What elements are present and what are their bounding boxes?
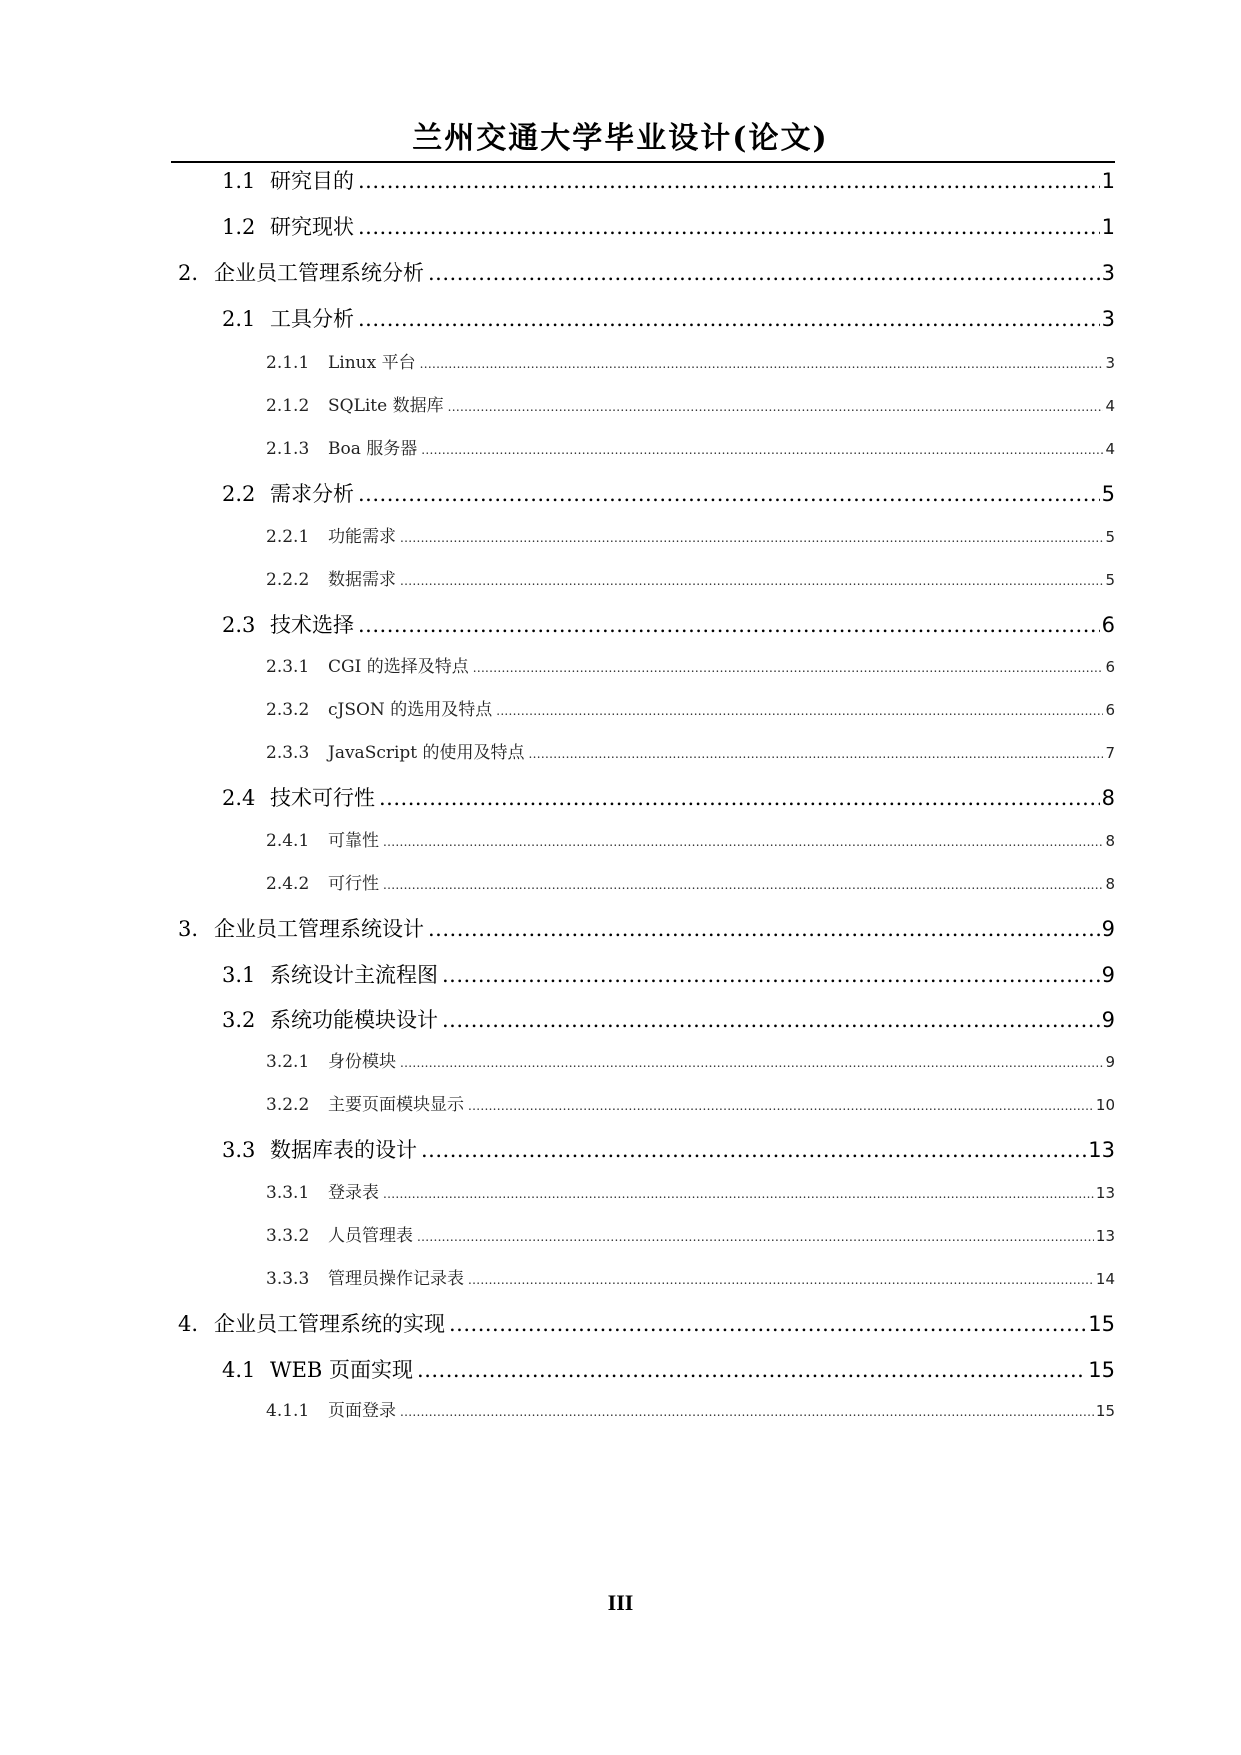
toc-entry-number: 2.4.1 <box>266 831 310 851</box>
toc-entry-title: 登录表 <box>328 1183 379 1203</box>
toc-entry-title: 人员管理表 <box>328 1226 413 1246</box>
toc-entry-level3[interactable] <box>266 438 1115 461</box>
toc-dot-leader <box>400 527 1103 549</box>
toc-dot-leader <box>420 353 1104 375</box>
toc-entry-number: 2.3.3 <box>266 743 310 763</box>
toc-dot-leader <box>421 1136 1086 1164</box>
toc-entry-number: 3. <box>178 917 199 941</box>
toc-entry-level3[interactable] <box>266 873 1115 896</box>
toc-dot-leader <box>400 1401 1094 1423</box>
toc-entry-page: 9 <box>1101 1008 1115 1032</box>
toc-entry-title: 功能需求 <box>328 527 396 547</box>
toc-dot-leader <box>442 961 1100 989</box>
toc-entry-number: 2.2.1 <box>266 527 310 547</box>
toc-dot-leader <box>358 167 1100 195</box>
toc-dot-leader <box>383 874 1103 896</box>
toc-entry-level2[interactable] <box>222 213 1115 241</box>
toc-entry-level1[interactable] <box>178 915 1115 943</box>
toc-entry-title: 数据需求 <box>328 570 396 590</box>
toc-entry-level3[interactable] <box>266 742 1115 765</box>
toc-entry-title: 管理员操作记录表 <box>328 1269 464 1289</box>
toc-entry-page: 15 <box>1095 1402 1115 1420</box>
toc-entry-number: 1.1 <box>222 169 256 193</box>
toc-entry-level3[interactable] <box>266 352 1115 375</box>
toc-entry-level3[interactable] <box>266 830 1115 853</box>
toc-entry-number: 4.1.1 <box>266 1401 310 1421</box>
toc-entry-level2[interactable] <box>222 480 1115 508</box>
toc-dot-leader <box>442 1006 1100 1034</box>
toc-entry-number: 3.1 <box>222 963 256 987</box>
toc-dot-leader <box>358 213 1100 241</box>
toc-dot-leader <box>529 743 1104 765</box>
toc-entry-page: 1 <box>1101 169 1115 193</box>
toc-entry-page: 8 <box>1101 786 1115 810</box>
toc-entry-page: 10 <box>1095 1096 1115 1114</box>
toc-entry-number: 3.2.1 <box>266 1052 310 1072</box>
toc-entry-title: 身份模块 <box>328 1052 396 1072</box>
toc-entry-level1[interactable] <box>178 1310 1115 1338</box>
toc-entry-title: 企业员工管理系统设计 <box>214 917 424 941</box>
toc-dot-leader <box>428 259 1100 287</box>
toc-entry-title: 数据库表的设计 <box>270 1138 417 1162</box>
toc-entry-number: 3.3 <box>222 1138 256 1162</box>
toc-entry-page: 3 <box>1101 307 1115 331</box>
toc-dot-leader <box>358 305 1100 333</box>
toc-entry-page: 1 <box>1101 215 1115 239</box>
toc-entry-level2[interactable] <box>222 167 1115 195</box>
toc-entry-level2[interactable] <box>222 961 1115 989</box>
toc-entry-title: 页面登录 <box>328 1401 396 1421</box>
toc-entry-number: 2. <box>178 261 199 285</box>
toc-entry-title: 可靠性 <box>328 831 379 851</box>
toc-entry-page: 9 <box>1105 1053 1115 1071</box>
toc-entry-number: 2.1.2 <box>266 396 310 416</box>
toc-dot-leader <box>379 784 1100 812</box>
toc-entry-number: 3.3.1 <box>266 1183 310 1203</box>
toc-entry-title: Linux 平台 <box>328 353 416 373</box>
toc-entry-title: 企业员工管理系统的实现 <box>214 1312 445 1336</box>
toc-entry-level2[interactable] <box>222 611 1115 639</box>
toc-entry-number: 2.1.3 <box>266 439 310 459</box>
toc-entry-page: 7 <box>1105 744 1115 762</box>
toc-entry-level3[interactable] <box>266 395 1115 418</box>
toc-dot-leader <box>449 1310 1086 1338</box>
page-number: III <box>607 1590 634 1615</box>
toc-entry-number: 2.4 <box>222 786 256 810</box>
toc-entry-title: SQLite 数据库 <box>328 396 444 416</box>
toc-entry-title: 主要页面模块显示 <box>328 1095 464 1115</box>
toc-entry-number: 2.1 <box>222 307 256 331</box>
toc-entry-title: 需求分析 <box>270 482 354 506</box>
toc-entry-title: 系统设计主流程图 <box>270 963 438 987</box>
toc-entry-title: 技术可行性 <box>270 786 375 810</box>
toc-entry-page: 3 <box>1101 261 1115 285</box>
toc-entry-number: 3.3.3 <box>266 1269 310 1289</box>
toc-entry-page: 15 <box>1088 1358 1115 1382</box>
toc-dot-leader <box>417 1226 1094 1248</box>
toc-entry-number: 1.2 <box>222 215 256 239</box>
toc-entry-level3[interactable] <box>266 1225 1115 1248</box>
toc-entry-level3[interactable] <box>266 1268 1115 1291</box>
toc-dot-leader <box>468 1095 1094 1117</box>
toc-entry-page: 6 <box>1105 701 1115 719</box>
toc-entry-page: 14 <box>1095 1270 1115 1288</box>
toc-entry-number: 3.3.2 <box>266 1226 310 1246</box>
toc-dot-leader <box>421 439 1103 461</box>
toc-entry-number: 2.4.2 <box>266 874 310 894</box>
toc-entry-number: 4. <box>178 1312 199 1336</box>
toc-entry-level2[interactable] <box>222 784 1115 812</box>
toc-entry-number: 3.2 <box>222 1008 256 1032</box>
toc-dot-leader <box>358 611 1100 639</box>
toc-entry-level2[interactable] <box>222 305 1115 333</box>
toc-dot-leader <box>448 396 1104 418</box>
toc-entry-number: 2.1.1 <box>266 353 310 373</box>
toc-entry-level3[interactable] <box>266 1182 1115 1205</box>
page-header-title: 兰州交通大学毕业设计(论文) <box>412 121 829 156</box>
toc-entry-level3[interactable] <box>266 526 1115 549</box>
toc-dot-leader <box>428 915 1100 943</box>
toc-entry-number: 4.1 <box>222 1358 256 1382</box>
toc-entry-title: JavaScript 的使用及特点 <box>328 743 525 763</box>
toc-entry-page: 5 <box>1105 571 1115 589</box>
toc-entry-level2[interactable] <box>222 1006 1115 1034</box>
toc-dot-leader <box>496 700 1103 722</box>
toc-entry-level3[interactable] <box>266 656 1115 679</box>
toc-entry-page: 6 <box>1105 658 1115 676</box>
toc-dot-leader <box>400 1052 1103 1074</box>
toc-entry-title: cJSON 的选用及特点 <box>328 700 493 720</box>
toc-entry-page: 5 <box>1105 528 1115 546</box>
toc-entry-level3[interactable] <box>266 1094 1115 1117</box>
toc-dot-leader <box>383 1183 1094 1205</box>
toc-entry-page: 13 <box>1095 1184 1115 1202</box>
header-rule <box>171 161 1115 163</box>
toc-entry-page: 5 <box>1101 482 1115 506</box>
toc-entry-title: 研究目的 <box>270 169 354 193</box>
toc-entry-page: 6 <box>1101 613 1115 637</box>
toc-entry-page: 4 <box>1105 397 1115 415</box>
toc-entry-number: 2.3.1 <box>266 657 310 677</box>
toc-entry-number: 2.2.2 <box>266 570 310 590</box>
toc-entry-number: 3.2.2 <box>266 1095 310 1115</box>
toc-entry-number: 2.2 <box>222 482 256 506</box>
toc-dot-leader <box>358 480 1100 508</box>
toc-dot-leader <box>417 1356 1086 1384</box>
toc-entry-page: 15 <box>1088 1312 1115 1336</box>
toc-entry-level3[interactable] <box>266 1400 1115 1423</box>
toc-entry-title: CGI 的选择及特点 <box>328 657 469 677</box>
toc-entry-title: 企业员工管理系统分析 <box>214 261 424 285</box>
toc-entry-level1[interactable] <box>178 259 1115 287</box>
toc-dot-leader <box>473 657 1104 679</box>
toc-entry-page: 9 <box>1101 917 1115 941</box>
toc-entry-level2[interactable] <box>222 1136 1115 1164</box>
toc-entry-title: Boa 服务器 <box>328 439 418 459</box>
toc-dot-leader <box>383 831 1103 853</box>
toc-entry-page: 8 <box>1105 832 1115 850</box>
toc-entry-title: 技术选择 <box>270 613 354 637</box>
toc-entry-title: 研究现状 <box>270 215 354 239</box>
toc-dot-leader <box>468 1269 1094 1291</box>
toc-entry-title: 工具分析 <box>270 307 354 331</box>
toc-entry-level3[interactable] <box>266 699 1115 722</box>
toc-entry-level3[interactable] <box>266 569 1115 592</box>
toc-entry-number: 2.3.2 <box>266 700 310 720</box>
toc-entry-page: 9 <box>1101 963 1115 987</box>
toc-entry-number: 2.3 <box>222 613 256 637</box>
toc-entry-page: 4 <box>1105 440 1115 458</box>
toc-dot-leader <box>400 570 1103 592</box>
toc-entry-page: 13 <box>1095 1227 1115 1245</box>
toc-entry-page: 3 <box>1105 354 1115 372</box>
toc-entry-level2[interactable] <box>222 1356 1115 1384</box>
toc-entry-page: 8 <box>1105 875 1115 893</box>
toc-entry-title: 系统功能模块设计 <box>270 1008 438 1032</box>
toc-entry-level3[interactable] <box>266 1051 1115 1074</box>
toc-entry-page: 13 <box>1088 1138 1115 1162</box>
toc-entry-title: WEB 页面实现 <box>270 1358 414 1382</box>
toc-entry-title: 可行性 <box>328 874 379 894</box>
